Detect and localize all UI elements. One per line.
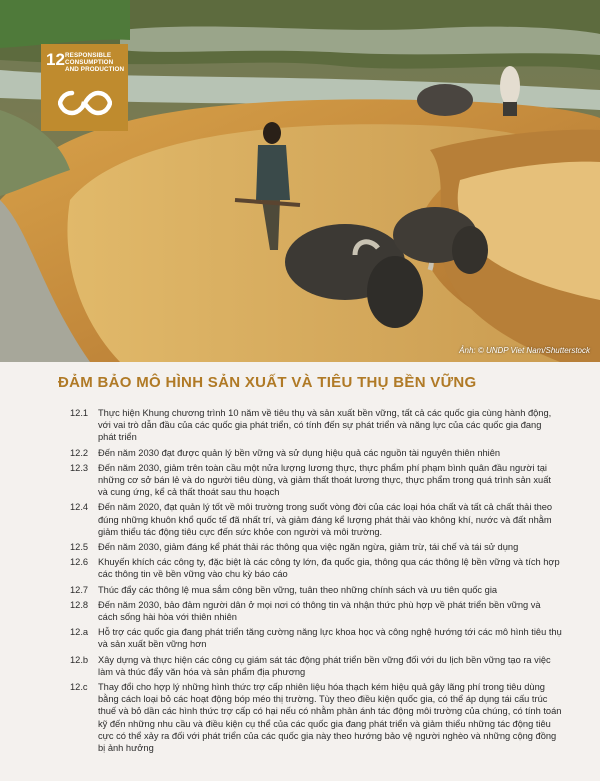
target-text: Đến năm 2030, giảm đáng kể phát thải rác thông qua việc ngăn ngừa, giảm trừ, tái chế và tái sử dụng	[98, 542, 519, 553]
target-text: Xây dựng và thực hiện các công cụ giám sát tác động phát triển bền vững đối với du lịch bền vững tạo ra việc làm và thúc đẩy văn hóa và sản phẩm địa phương	[98, 654, 551, 677]
target-text: Thực hiện Khung chương trình 10 năm về tiêu thụ và sản xuất bền vững, tất cả các quốc gia cùng hành động, với vai trò dẫn đầu của các quốc gia phát triển, có tính đến sự phát triển và năng lực của các quốc gia đang phát triển	[98, 408, 552, 443]
target-text: Hỗ trợ các quốc gia đang phát triển tăng cường năng lực khoa học và công nghệ hướng tới các mô hình tiêu thụ và sản xuất bền vững hơn	[98, 627, 562, 650]
target-number: 12.c	[70, 682, 88, 693]
list-item	[70, 654, 562, 678]
target-number: 12.a	[70, 627, 89, 638]
list-item	[70, 447, 562, 459]
targets-list	[70, 407, 562, 757]
list-item	[70, 584, 562, 596]
page-heading: ĐẢM BẢO MÔ HÌNH SẢN XUẤT VÀ TIÊU THỤ BỀN VỮNG	[58, 374, 477, 391]
list-item	[70, 407, 562, 444]
list-item	[70, 501, 562, 538]
target-number: 12.6	[70, 557, 89, 568]
list-item	[70, 541, 562, 553]
photo-credit: Ảnh: © UNDP Viet Nam/Shutterstock	[459, 346, 590, 355]
target-text: Đến năm 2030 đạt được quản lý bền vững và sử dụng hiệu quả các nguồn tài nguyên thiên nhiên	[98, 447, 501, 458]
target-text: Đến năm 2020, đạt quản lý tốt về môi trường trong suốt vòng đời của các loại hóa chất và tất cả chất thải theo đúng những khuôn khổ quốc tế đã nhất trí, và giảm đáng kể lượng phát thải vào không khí, nước và đất nhằm giảm thiểu tác động tiêu cực đến sức khỏe con người và môi trường.	[98, 502, 553, 537]
infinity-loop-icon	[58, 89, 112, 117]
list-item	[70, 626, 562, 650]
target-number: 12.8	[70, 599, 89, 610]
target-text: Thay đổi cho hợp lý những hình thức trợ cấp nhiên liệu hóa thạch kém hiệu quả gây lãng phí trong tiêu dùng bằng cách loại bỏ các hoạt động bóp méo thị trường. Tùy theo điều kiện quốc gia, có thể áp dụng tái cấu trúc thuế và bỏ dần các hình thức trợ cấp có hại nếu có nhằm phản ánh tác động môi trường của chúng, có tính toán kỹ đến những nhu cầu và điều kiện cụ thể của các quốc gia đang phát triển và giảm thiểu những tác động tiêu cực có thể xảy ra đối với phát triển của các quốc gia này theo hướng bảo vệ người nghèo và những cộng đồng bị ảnh hưởng	[98, 682, 562, 754]
target-number: 12.3	[70, 462, 89, 473]
list-item	[70, 681, 562, 754]
list-item	[70, 599, 562, 623]
sdg-title: RESPONSIBLE CONSUMPTION AND PRODUCTION	[65, 52, 125, 74]
target-text: Đến năm 2030, bảo đảm người dân ở mọi nơi có thông tin và nhận thức phù hợp về phát triển bền vững và cách sống hài hòa với thiên nhiên	[98, 599, 541, 623]
target-text: Thúc đẩy các thông lệ mua sắm công bền vững, tuân theo những chính sách và ưu tiên quốc gia	[98, 584, 498, 595]
target-number: 12.2	[70, 447, 89, 458]
target-number: 12.1	[70, 408, 89, 418]
target-number: 12.7	[70, 584, 89, 595]
target-text: Đến năm 2030, giảm trên toàn cầu một nửa lượng lương thực, thực phẩm phí phạm bình quân đầu người tại những cơ sở bán lẻ và do người tiêu dùng, và giảm thất thoát lương thực, thực phẩm trong quá trình sản xuất và cung ứng, kể cả thất thoát sau thu hoạch	[98, 462, 551, 498]
target-text: Khuyến khích các công ty, đặc biệt là các công ty lớn, đa quốc gia, thông qua các thông lệ bền vững và tích hợp các thông tin về bền vững vào chu kỳ báo cáo	[98, 557, 560, 580]
sdg-12-badge	[41, 44, 128, 131]
list-item	[70, 556, 562, 580]
target-number: 12.b	[70, 654, 89, 665]
target-number: 12.5	[70, 542, 89, 553]
list-item	[70, 462, 562, 499]
sdg-number: 12	[46, 50, 65, 69]
target-number: 12.4	[70, 502, 89, 513]
